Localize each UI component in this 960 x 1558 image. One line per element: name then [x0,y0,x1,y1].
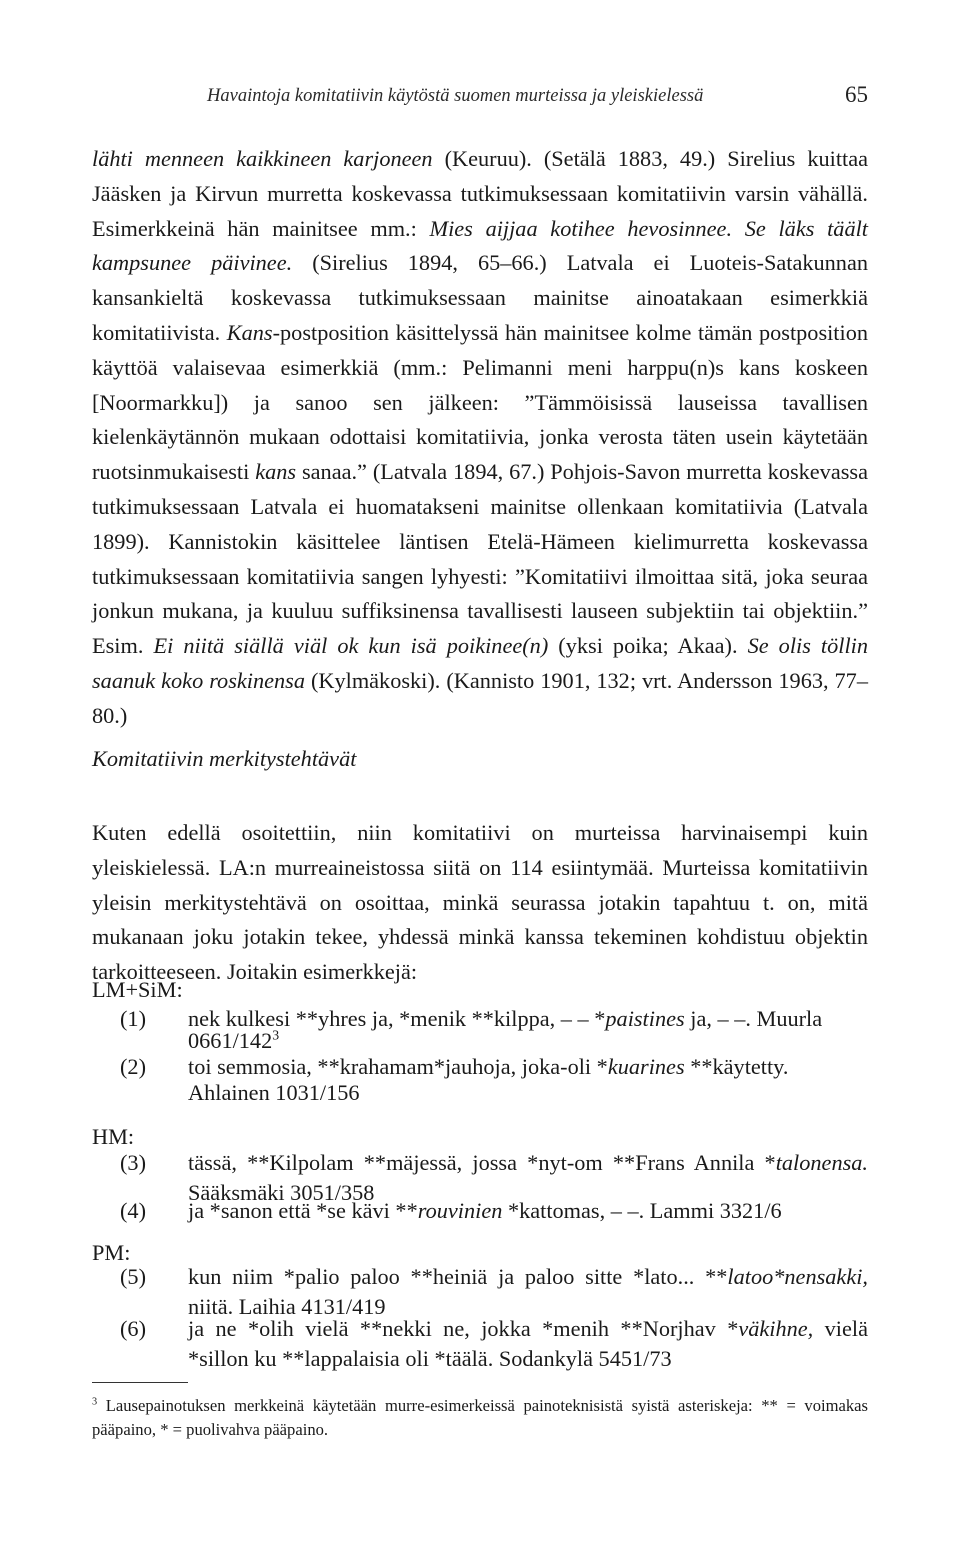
italic-example: Mies aijjaa kotihee hevosinnee. Se läks täält kampsunee päivinee. [92,215,868,276]
italic-example: lähti menneen kaikkineen karjoneen [92,146,433,171]
body-paragraph-1 [92,142,868,734]
footnote-ref: 3 [272,1027,280,1043]
italic-term: Kans [226,319,273,345]
paragraph-text: (yksi poika; Akaa). [548,633,748,659]
paragraph-text: -postposition käsittelyssä hän mainitsee kolme tämän postposition käyttöä valaisevaa esimerkkiä (mm.: Pelimanni meni harppu(n)s kans koskeen [Noormarkku]) ja sanoo sen jälkeen: ”Tämmöisissä lauseissa tavallisen kielenkäytännön mukaan odottaisi komitatiivia, jonka verosta täten usein käytetään ruotsinmukaisesti [92,319,868,485]
italic-term: kans [255,459,297,485]
body-paragraph-2: Kuten edellä osoitettiin, niin komitatiivi on murteissa harvinaisempi kuin yleiskielessä. LA:n murreaineistossa siitä on 114 esiintymää. Murteissa komitatiivin yleisin merkitystehtävä on osoittaa, minkä seurassa jotakin tapahtuu t. on, mitä mukanaan joku jotakin tekee, yhdessä minkä kanssa tekeminen kohdistuu objektin tarkoitteeseen. Joitakin esimerkkejä: [92,820,868,985]
section-heading: Komitatiivin merkitystehtävät [92,746,357,771]
example-5: kun niim *palio paloo **heiniä ja paloo sitte *lato... **latoo*nensakki, niitä. Laihia 4131/419 [188,1264,868,1319]
page-header [92,82,868,116]
example-number: (4) [120,1198,146,1223]
footnote-text: Lausepainotuksen merkkeinä käytetään murre-esimerkeissä painoteknisistä syistä asteriskeja: ** = voimakas pääpaino, * = puolivahva pääpaino. [92,1396,868,1439]
paragraph-text: (Sirelius 1894, 65–66.) Latvala ei Luoteis-Satakunnan kansankieltä koskevassa tutkimuksessaan mainitse ainoatakaan esimerkkiä komitatiivista. [92,250,868,345]
paragraph-text: sanaa.” (Latvala 1894, 67.) Pohjois-Savon murretta koskevassa tutkimuksessaan Latvala ei huomatakseni mainitse ollenkaan komitatiivia (Latvala 1899). Kannistokin käsittelee läntisen Etelä-Hämeen kielimurretta koskevassa tutkimuksessaan komitatiivia sangen lyhyesti: ”Komitatiivi ilmoittaa sitä, joka seuraa jonkun mukana, ja kuuluu suffiksinensa tavallisesti lauseen subjektiin tai objektiin.” Esim. [92,459,868,659]
example-number: (5) [120,1264,146,1289]
region-label-lm-sim: LM+SiM: [92,977,183,1002]
example-number: (6) [120,1316,146,1341]
example-number: (3) [120,1150,146,1175]
footnote-divider [92,1382,188,1383]
paragraph-text: (Kylmäkoski). (Kannisto 1901, 132; vrt. Andersson 1963, 77–80.) [92,667,868,728]
footnote [92,1394,868,1442]
italic-example: Ei niitä siällä viäl ok kun isä poikinee(n) [153,633,549,659]
example-2-source: Ahlainen 1031/156 [188,1080,360,1105]
region-label-pm: PM: [92,1240,131,1265]
running-title: Havaintoja komitatiivin käytöstä suomen murteissa ja yleiskielessä [207,86,704,106]
example-number: (1) [120,1006,146,1031]
paragraph-text: (Keuruu). (Setälä 1883, 49.) Sirelius kuittaa Jääsken ja Kirvun murretta koskevassa tutkimuksessaan komitatiivin varsin vähällä. Esimerkkeinä hän mainitsee mm.: [92,146,869,241]
book-page [92,0,868,1558]
footnote-mark: 3 [92,1396,98,1408]
example-2: toi semmosia, **krahamam*jauhoja, joka-oli *kuarines **käytetty. [188,1054,789,1079]
example-1: nek kulkesi **yhres ja, *menik **kilppa, – – *paistines ja, – –. Muurla [188,1006,823,1031]
example-6: ja ne *olih vielä **nekki ne, jokka *menih **Norjhav *väkihne, vielä *sillon ku **lappalaisia oli *täälä. Sodankylä 5451/73 [188,1316,868,1371]
page-number: 65 [845,82,868,107]
italic-example: Se olis töllin saanuk koko roskinensa [92,633,869,693]
example-4: ja *sanon että *se kävi **rouvinien *kattomas, – –. Lammi 3321/6 [188,1198,782,1223]
example-1-source: $0661/142^3$ [188,1027,280,1053]
example-3: tässä, **Kilpolam **mäjessä, jossa *nyt-om **Frans Annila *talonensa. Sääksmäki 3051/358 [188,1150,868,1205]
example-number: (2) [120,1054,146,1079]
region-label-hm: HM: [92,1124,135,1149]
